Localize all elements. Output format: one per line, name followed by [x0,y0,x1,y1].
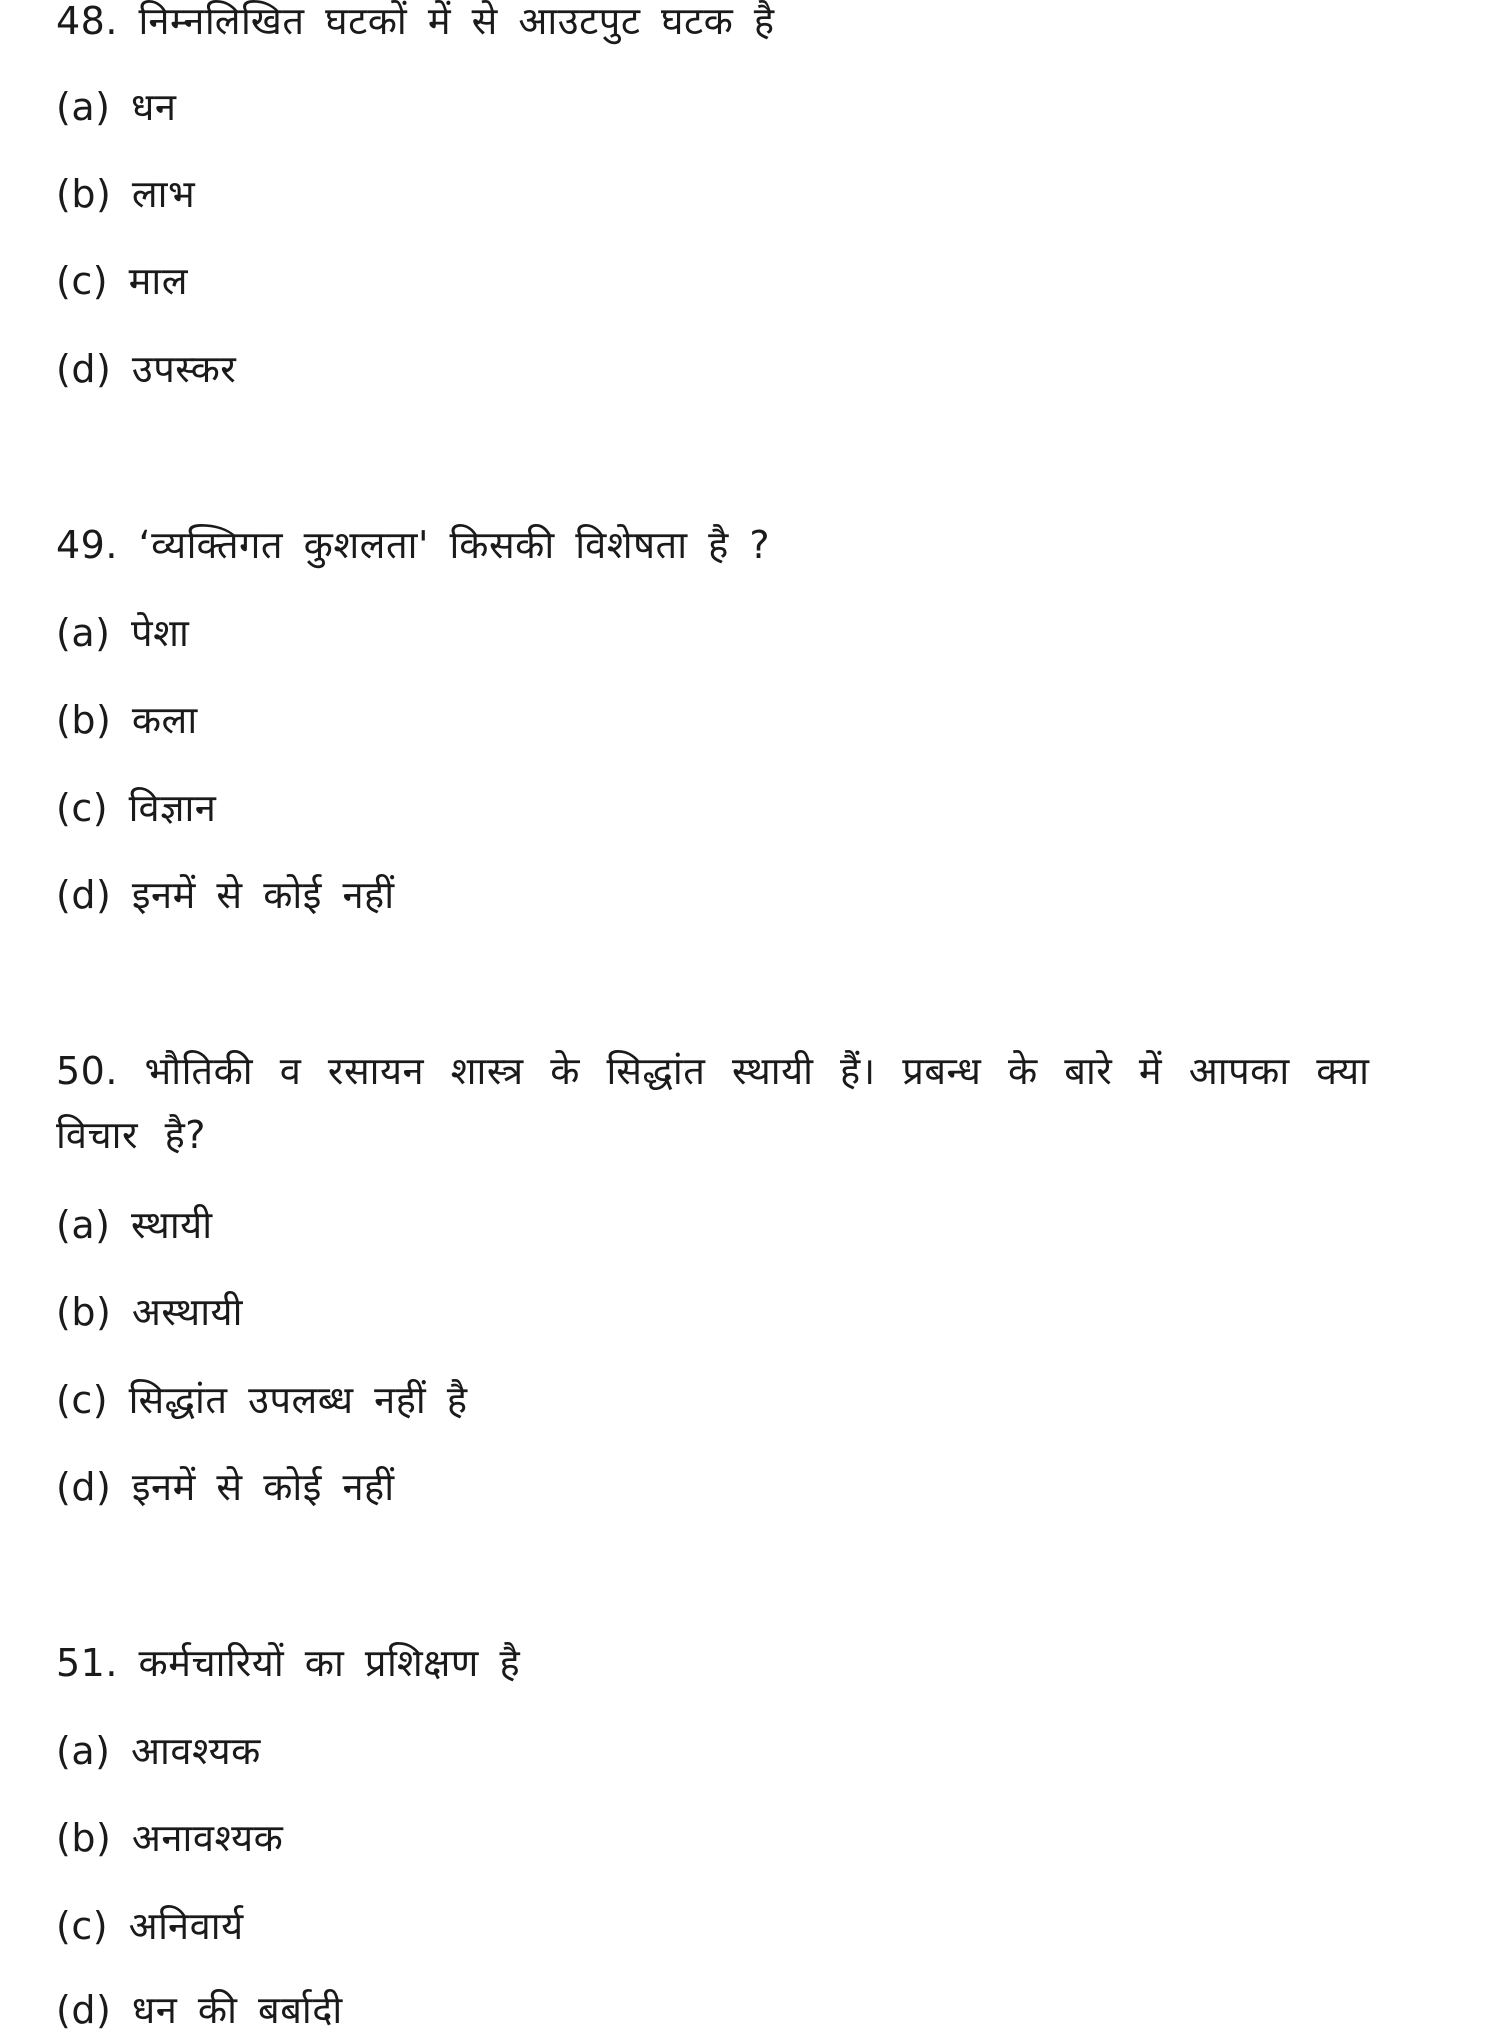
option-48-a [56,84,177,130]
option-50-d [56,1464,395,1510]
question-number: 48. [56,0,118,43]
option-text: अस्थायी [131,1290,243,1334]
option-51-b [56,1815,283,1861]
option-text: अनावश्यक [131,1816,284,1860]
option-49-c [56,785,216,831]
option-text: कला [131,698,198,742]
option-51-a [56,1728,261,1774]
option-text: धन [131,85,177,129]
option-text: आवश्यक [131,1729,261,1773]
option-label: (a) [56,1729,111,1773]
option-49-a [56,610,189,656]
option-label: (c) [56,1378,109,1422]
option-text: विज्ञान [128,786,217,830]
question-number: 51. [56,1641,118,1685]
option-label: (b) [56,698,112,742]
option-51-c [56,1903,244,1949]
question-50 [56,1039,1436,1167]
option-label: (b) [56,1816,112,1860]
option-text: अनिवार्य [128,1904,244,1948]
option-text: इनमें से कोई नहीं [131,873,395,917]
option-51-d [56,1987,343,2033]
option-label: (d) [56,347,112,391]
question-text: कर्मचारियों का प्रशिक्षण है [138,1641,521,1685]
option-50-a [56,1202,213,1248]
option-49-b [56,697,198,743]
question-number: 50. [56,1049,118,1093]
option-text: इनमें से कोई नहीं [131,1465,395,1509]
option-label: (c) [56,1904,109,1948]
option-label: (a) [56,85,111,129]
option-text: पेशा [131,611,190,655]
question-49 [56,522,770,568]
question-48 [56,0,775,44]
question-text: ‘व्यक्तिगत कुशलता' किसकी विशेषता है ? [138,523,771,567]
option-label: (d) [56,1465,112,1509]
option-label: (d) [56,873,112,917]
question-51 [56,1640,520,1686]
option-48-b [56,171,195,217]
option-50-c [56,1377,468,1423]
option-text: उपस्कर [131,347,237,391]
question-text: निम्नलिखित घटकों में से आउटपुट घटक है [138,0,775,43]
option-label: (d) [56,1988,112,2032]
option-text: सिद्धांत उपलब्ध नहीं है [128,1378,468,1422]
option-label: (a) [56,1203,111,1247]
option-label: (c) [56,259,109,303]
question-text: भौतिकी व रसायन शास्त्र के सिद्धांत स्थायी हैं। प्रबन्ध के बारे में आपका क्या विचार है? [56,1049,1370,1157]
option-text: स्थायी [131,1203,213,1247]
option-label: (b) [56,172,112,216]
option-label: (a) [56,611,111,655]
option-49-d [56,872,395,918]
option-48-d [56,346,236,392]
option-text: लाभ [131,172,196,216]
option-label: (b) [56,1290,112,1334]
option-label: (c) [56,786,109,830]
option-48-c [56,258,188,304]
option-50-b [56,1289,243,1335]
question-number: 49. [56,523,118,567]
option-text: माल [128,259,188,303]
option-text: धन की बर्बादी [131,1988,343,2032]
